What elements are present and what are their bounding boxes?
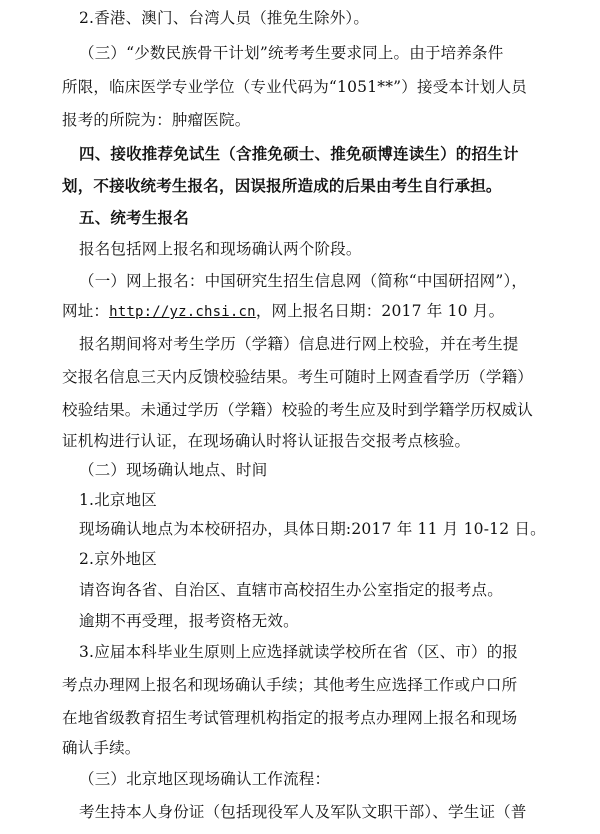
text-line (62, 301, 504, 322)
section-heading-line: 四、接收推荐免试生（含推免硕士、推免硕博连读生）的招生计 (79, 145, 519, 163)
text-line: 确认手续。 (62, 739, 141, 757)
text-line: 现场确认地点为本校研招办，具体日期:2017 年 11 月 10-12 日。 (79, 520, 546, 538)
text-line: （二）现场确认地点、时间 (79, 461, 268, 479)
section-heading: 五、统考生报名 (79, 209, 189, 227)
text-line: （一）网上报名：中国研究生招生信息网（简称“中国研招网”）， (79, 272, 528, 290)
text-line: 逾期不再受理，报考资格无效。 (79, 612, 299, 630)
text-line: 所限，临床医学专业学位（专业代码为“1051**”）接受本计划人员 (62, 78, 527, 96)
url-prefix: 网址： (62, 302, 110, 320)
text-line: 考点办理网上报名和现场确认手续；其他考生应选择工作或户口所 (62, 676, 518, 694)
text-line: 校验结果。未通过学历（学籍）校验的考生应及时到学籍学历权威认 (62, 401, 534, 419)
website-link[interactable]: http://yz.chsi.cn (109, 304, 256, 320)
text-line: 请咨询各省、自治区、直辖市高校招生办公室指定的报考点。 (79, 581, 503, 599)
url-suffix: ，网上报名日期：2017 年 10 月。 (255, 302, 505, 320)
text-line: （三）“少数民族骨干计划”统考考生要求同上。由于培养条件 (79, 44, 504, 62)
text-line: 2.京外地区 (79, 550, 157, 568)
text-line: （三）北京地区现场确认工作流程： (79, 770, 331, 788)
text-line: 报考的所院为：肿瘤医院。 (62, 111, 251, 129)
text-line: 交报名信息三天内反馈校验结果。考生可随时上网查看学历（学籍） (62, 368, 534, 386)
text-line: 考生持本人身份证（包括现役军人及军队文职干部）、学生证（普 (79, 803, 527, 821)
section-heading-line: 划，不接收统考生报名，因误报所造成的后果由考生自行承担。 (62, 177, 502, 195)
text-line: 1.北京地区 (79, 491, 157, 509)
text-line: 在地省级教育招生考试管理机构指定的报考点办理网上报名和现场 (62, 709, 518, 727)
text-line: 报名包括网上报名和现场确认两个阶段。 (79, 240, 362, 258)
text-line: 3.应届本科毕业生原则上应选择就读学校所在省（区、市）的报 (79, 643, 519, 661)
text-line: 报名期间将对考生学历（学籍）信息进行网上校验，并在考生提 (79, 335, 519, 353)
text-line: 证机构进行认证，在现场确认时将认证报告交报考点核验。 (62, 432, 471, 450)
text-line: 2.香港、澳门、台湾人员（推免生除外）。 (79, 9, 370, 27)
